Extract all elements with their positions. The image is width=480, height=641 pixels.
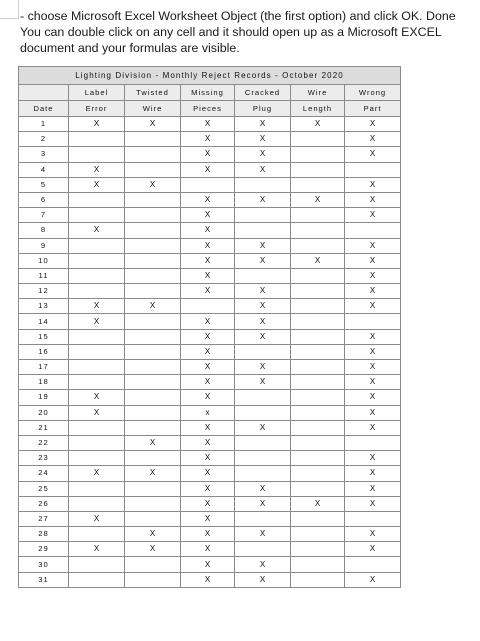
missing-pieces-cell[interactable]: X <box>181 557 235 572</box>
twisted-wire-cell[interactable]: X <box>125 435 181 450</box>
missing-pieces-cell[interactable]: X <box>181 511 235 526</box>
missing-pieces-cell[interactable]: X <box>181 117 235 132</box>
missing-pieces-cell[interactable]: X <box>181 435 235 450</box>
cracked-plug-cell[interactable]: X <box>235 375 291 390</box>
date-cell[interactable]: 8 <box>19 223 69 238</box>
wrong-part-cell[interactable] <box>345 511 401 526</box>
label-error-cell[interactable] <box>69 284 125 299</box>
header-twisted-wire[interactable]: Twisted <box>125 85 181 101</box>
wire-length-cell[interactable] <box>291 435 345 450</box>
header-missing-pieces[interactable]: Missing <box>181 85 235 101</box>
twisted-wire-cell[interactable] <box>125 238 181 253</box>
cracked-plug-cell[interactable]: X <box>235 527 291 542</box>
wire-length-cell[interactable] <box>291 557 345 572</box>
missing-pieces-cell[interactable]: X <box>181 162 235 177</box>
label-error-cell[interactable] <box>69 375 125 390</box>
wrong-part-cell[interactable]: X <box>345 572 401 587</box>
date-cell[interactable]: 14 <box>19 314 69 329</box>
cracked-plug-cell[interactable]: X <box>235 238 291 253</box>
label-error-cell[interactable] <box>69 481 125 496</box>
label-error-cell[interactable]: X <box>69 314 125 329</box>
wire-length-cell[interactable] <box>291 299 345 314</box>
wrong-part-cell[interactable] <box>345 314 401 329</box>
label-error-cell[interactable]: X <box>69 542 125 557</box>
wire-length-cell[interactable] <box>291 360 345 375</box>
wrong-part-cell[interactable]: X <box>345 390 401 405</box>
label-error-cell[interactable]: X <box>69 177 125 192</box>
table-title-row <box>19 67 401 85</box>
header-date[interactable]: Date <box>19 101 69 117</box>
cracked-plug-cell[interactable]: X <box>235 192 291 207</box>
missing-pieces-cell[interactable] <box>181 299 235 314</box>
missing-pieces-cell[interactable]: X <box>181 375 235 390</box>
missing-pieces-cell[interactable]: X <box>181 390 235 405</box>
wire-length-cell[interactable] <box>291 481 345 496</box>
page-corner-mark <box>0 0 19 19</box>
twisted-wire-cell[interactable]: X <box>125 299 181 314</box>
wrong-part-cell[interactable]: X <box>345 208 401 223</box>
table-row <box>19 284 401 299</box>
missing-pieces-cell[interactable] <box>181 177 235 192</box>
missing-pieces-cell[interactable]: X <box>181 208 235 223</box>
twisted-wire-cell[interactable] <box>125 420 181 435</box>
missing-pieces-cell[interactable]: X <box>181 253 235 268</box>
missing-pieces-cell[interactable]: X <box>181 344 235 359</box>
label-error-cell[interactable] <box>69 268 125 283</box>
wrong-part-cell[interactable] <box>345 162 401 177</box>
wrong-part-cell[interactable]: X <box>345 117 401 132</box>
date-cell[interactable]: 21 <box>19 420 69 435</box>
cracked-plug-cell[interactable]: X <box>235 147 291 162</box>
twisted-wire-cell[interactable] <box>125 284 181 299</box>
missing-pieces-cell[interactable]: X <box>181 360 235 375</box>
cracked-plug-cell[interactable] <box>235 405 291 420</box>
twisted-wire-cell[interactable] <box>125 451 181 466</box>
cracked-plug-cell[interactable]: X <box>235 496 291 511</box>
label-error-cell[interactable] <box>69 132 125 147</box>
wire-length-cell[interactable] <box>291 132 345 147</box>
wire-length-cell[interactable] <box>291 162 345 177</box>
label-error-cell[interactable] <box>69 527 125 542</box>
twisted-wire-cell[interactable] <box>125 481 181 496</box>
wire-length-cell[interactable] <box>291 223 345 238</box>
twisted-wire-cell[interactable] <box>125 162 181 177</box>
cracked-plug-cell[interactable] <box>235 268 291 283</box>
missing-pieces-cell[interactable]: X <box>181 451 235 466</box>
table-row <box>19 253 401 268</box>
label-error-cell[interactable] <box>69 208 125 223</box>
wrong-part-cell[interactable]: X <box>345 466 401 481</box>
header-wire-length[interactable]: Wire <box>291 85 345 101</box>
table-row <box>19 511 401 526</box>
label-error-cell[interactable] <box>69 238 125 253</box>
label-error-cell[interactable] <box>69 147 125 162</box>
wrong-part-cell[interactable]: X <box>345 420 401 435</box>
label-error-cell[interactable] <box>69 192 125 207</box>
header-twisted-wire[interactable]: Wire <box>125 101 181 117</box>
wire-length-cell[interactable] <box>291 572 345 587</box>
wire-length-cell[interactable] <box>291 147 345 162</box>
twisted-wire-cell[interactable]: X <box>125 177 181 192</box>
missing-pieces-cell[interactable]: X <box>181 147 235 162</box>
label-error-cell[interactable]: X <box>69 162 125 177</box>
instruction-line-3: document and your formulas are visible. <box>20 41 240 55</box>
cracked-plug-cell[interactable] <box>235 223 291 238</box>
wrong-part-cell[interactable]: X <box>345 527 401 542</box>
label-error-cell[interactable] <box>69 344 125 359</box>
label-error-cell[interactable]: X <box>69 299 125 314</box>
table-row <box>19 344 401 359</box>
wire-length-cell[interactable] <box>291 420 345 435</box>
label-error-cell[interactable] <box>69 435 125 450</box>
cracked-plug-cell[interactable]: X <box>235 481 291 496</box>
instruction-line-2: You can double click on any cell and it should open up as a Microsoft EXCEL <box>20 25 442 39</box>
twisted-wire-cell[interactable] <box>125 314 181 329</box>
missing-pieces-cell[interactable]: X <box>181 481 235 496</box>
twisted-wire-cell[interactable] <box>125 192 181 207</box>
table-row <box>19 435 401 450</box>
wire-length-cell[interactable] <box>291 344 345 359</box>
missing-pieces-cell[interactable]: X <box>181 284 235 299</box>
wire-length-cell[interactable]: X <box>291 192 345 207</box>
twisted-wire-cell[interactable] <box>125 390 181 405</box>
table-row <box>19 314 401 329</box>
header-wrong-part[interactable]: Wrong <box>345 85 401 101</box>
wrong-part-cell[interactable] <box>345 435 401 450</box>
missing-pieces-cell[interactable]: X <box>181 132 235 147</box>
wrong-part-cell[interactable]: X <box>345 496 401 511</box>
label-error-cell[interactable]: X <box>69 390 125 405</box>
twisted-wire-cell[interactable] <box>125 511 181 526</box>
wire-length-cell[interactable] <box>291 466 345 481</box>
cracked-plug-cell[interactable]: X <box>235 132 291 147</box>
table-row <box>19 496 401 511</box>
wire-length-cell[interactable]: X <box>291 253 345 268</box>
cracked-plug-cell[interactable] <box>235 435 291 450</box>
wrong-part-cell[interactable]: X <box>345 299 401 314</box>
table-row <box>19 420 401 435</box>
table-row <box>19 223 401 238</box>
wire-length-cell[interactable] <box>291 542 345 557</box>
table-row <box>19 542 401 557</box>
date-cell[interactable]: 11 <box>19 268 69 283</box>
missing-pieces-cell[interactable]: X <box>181 466 235 481</box>
wrong-part-cell[interactable]: X <box>345 405 401 420</box>
table-row <box>19 572 401 587</box>
cracked-plug-cell[interactable]: X <box>235 299 291 314</box>
date-cell[interactable]: 13 <box>19 299 69 314</box>
wire-length-cell[interactable] <box>291 511 345 526</box>
label-error-cell[interactable] <box>69 557 125 572</box>
wrong-part-cell[interactable]: X <box>345 375 401 390</box>
reject-records-table[interactable] <box>18 66 401 588</box>
cracked-plug-cell[interactable]: X <box>235 284 291 299</box>
date-cell[interactable]: 23 <box>19 451 69 466</box>
wrong-part-cell[interactable]: X <box>345 192 401 207</box>
cracked-plug-cell[interactable] <box>235 390 291 405</box>
wrong-part-cell[interactable] <box>345 223 401 238</box>
header-cracked-plug[interactable]: Cracked <box>235 85 291 101</box>
table-row <box>19 299 401 314</box>
table-row <box>19 375 401 390</box>
wire-length-cell[interactable] <box>291 451 345 466</box>
header-wrong-part[interactable]: Part <box>345 101 401 117</box>
date-cell[interactable]: 18 <box>19 375 69 390</box>
label-error-cell[interactable] <box>69 420 125 435</box>
date-cell[interactable]: 19 <box>19 390 69 405</box>
twisted-wire-cell[interactable] <box>125 329 181 344</box>
twisted-wire-cell[interactable] <box>125 132 181 147</box>
date-cell[interactable]: 27 <box>19 511 69 526</box>
table-row <box>19 390 401 405</box>
table-row <box>19 177 401 192</box>
twisted-wire-cell[interactable]: X <box>125 527 181 542</box>
wire-length-cell[interactable] <box>291 329 345 344</box>
cracked-plug-cell[interactable] <box>235 344 291 359</box>
table-row <box>19 268 401 283</box>
cracked-plug-cell[interactable]: X <box>235 557 291 572</box>
wrong-part-cell[interactable]: X <box>345 132 401 147</box>
header-row-bottom <box>19 101 401 117</box>
cracked-plug-cell[interactable]: X <box>235 117 291 132</box>
date-cell[interactable]: 9 <box>19 238 69 253</box>
wrong-part-cell[interactable]: X <box>345 284 401 299</box>
instruction-line-1: - choose Microsoft Excel Worksheet Object (the first option) and click OK. Done <box>20 9 456 23</box>
twisted-wire-cell[interactable]: X <box>125 466 181 481</box>
twisted-wire-cell[interactable] <box>125 557 181 572</box>
wrong-part-cell[interactable] <box>345 557 401 572</box>
header-label-error[interactable]: Label <box>69 85 125 101</box>
label-error-cell[interactable]: X <box>69 405 125 420</box>
table-title[interactable]: Lighting Division - Monthly Reject Records - October 2020 <box>19 67 401 85</box>
missing-pieces-cell[interactable]: X <box>181 223 235 238</box>
wrong-part-cell[interactable]: X <box>345 451 401 466</box>
wrong-part-cell[interactable]: X <box>345 177 401 192</box>
label-error-cell[interactable]: X <box>69 466 125 481</box>
date-cell[interactable]: 10 <box>19 253 69 268</box>
header-row-top <box>19 85 401 101</box>
wire-length-cell[interactable]: X <box>291 496 345 511</box>
wrong-part-cell[interactable]: X <box>345 481 401 496</box>
table-row <box>19 208 401 223</box>
wire-length-cell[interactable] <box>291 284 345 299</box>
wrong-part-cell[interactable]: X <box>345 238 401 253</box>
missing-pieces-cell[interactable]: X <box>181 238 235 253</box>
label-error-cell[interactable] <box>69 360 125 375</box>
wire-length-cell[interactable] <box>291 375 345 390</box>
cracked-plug-cell[interactable]: X <box>235 572 291 587</box>
cracked-plug-cell[interactable]: X <box>235 329 291 344</box>
cracked-plug-cell[interactable] <box>235 451 291 466</box>
twisted-wire-cell[interactable] <box>125 405 181 420</box>
table-row <box>19 360 401 375</box>
wrong-part-cell[interactable]: X <box>345 360 401 375</box>
label-error-cell[interactable] <box>69 329 125 344</box>
date-cell[interactable]: 30 <box>19 557 69 572</box>
twisted-wire-cell[interactable] <box>125 496 181 511</box>
missing-pieces-cell[interactable]: X <box>181 542 235 557</box>
date-cell[interactable]: 24 <box>19 466 69 481</box>
date-cell[interactable]: 26 <box>19 496 69 511</box>
cracked-plug-cell[interactable]: X <box>235 162 291 177</box>
wrong-part-cell[interactable]: X <box>345 344 401 359</box>
twisted-wire-cell[interactable] <box>125 223 181 238</box>
wire-length-cell[interactable] <box>291 208 345 223</box>
cracked-plug-cell[interactable] <box>235 208 291 223</box>
table-row <box>19 117 401 132</box>
header-missing-pieces[interactable]: Pieces <box>181 101 235 117</box>
label-error-cell[interactable] <box>69 496 125 511</box>
date-cell[interactable]: 28 <box>19 527 69 542</box>
wire-length-cell[interactable] <box>291 390 345 405</box>
missing-pieces-cell[interactable]: X <box>181 268 235 283</box>
twisted-wire-cell[interactable] <box>125 253 181 268</box>
wrong-part-cell[interactable]: X <box>345 147 401 162</box>
table-row <box>19 329 401 344</box>
missing-pieces-cell[interactable]: X <box>181 192 235 207</box>
twisted-wire-cell[interactable] <box>125 344 181 359</box>
date-cell[interactable]: 6 <box>19 192 69 207</box>
cracked-plug-cell[interactable]: X <box>235 360 291 375</box>
date-cell[interactable]: 16 <box>19 344 69 359</box>
wire-length-cell[interactable] <box>291 238 345 253</box>
date-cell[interactable]: 12 <box>19 284 69 299</box>
twisted-wire-cell[interactable] <box>125 147 181 162</box>
wrong-part-cell[interactable]: X <box>345 329 401 344</box>
date-cell[interactable]: 3 <box>19 147 69 162</box>
wrong-part-cell[interactable]: X <box>345 268 401 283</box>
table-row <box>19 481 401 496</box>
wire-length-cell[interactable] <box>291 527 345 542</box>
label-error-cell[interactable] <box>69 451 125 466</box>
date-cell[interactable]: 1 <box>19 117 69 132</box>
missing-pieces-cell[interactable]: X <box>181 527 235 542</box>
date-cell[interactable]: 29 <box>19 542 69 557</box>
table-row <box>19 451 401 466</box>
missing-pieces-cell[interactable]: X <box>181 314 235 329</box>
cracked-plug-cell[interactable] <box>235 466 291 481</box>
wire-length-cell[interactable]: X <box>291 117 345 132</box>
missing-pieces-cell[interactable]: x <box>181 405 235 420</box>
cracked-plug-cell[interactable] <box>235 511 291 526</box>
table-row <box>19 132 401 147</box>
date-cell[interactable]: 25 <box>19 481 69 496</box>
wire-length-cell[interactable] <box>291 405 345 420</box>
header-date[interactable] <box>19 85 69 101</box>
date-cell[interactable]: 31 <box>19 572 69 587</box>
table-row <box>19 238 401 253</box>
table-row <box>19 466 401 481</box>
missing-pieces-cell[interactable]: X <box>181 329 235 344</box>
label-error-cell[interactable]: X <box>69 117 125 132</box>
date-cell[interactable]: 22 <box>19 435 69 450</box>
label-error-cell[interactable]: X <box>69 511 125 526</box>
cracked-plug-cell[interactable]: X <box>235 314 291 329</box>
label-error-cell[interactable] <box>69 572 125 587</box>
table-row <box>19 557 401 572</box>
date-cell[interactable]: 5 <box>19 177 69 192</box>
table-row <box>19 527 401 542</box>
twisted-wire-cell[interactable]: X <box>125 542 181 557</box>
date-cell[interactable]: 7 <box>19 208 69 223</box>
twisted-wire-cell[interactable] <box>125 268 181 283</box>
cracked-plug-cell[interactable] <box>235 177 291 192</box>
date-cell[interactable]: 2 <box>19 132 69 147</box>
label-error-cell[interactable] <box>69 253 125 268</box>
twisted-wire-cell[interactable]: X <box>125 117 181 132</box>
label-error-cell[interactable]: X <box>69 223 125 238</box>
wrong-part-cell[interactable]: X <box>345 253 401 268</box>
table-row <box>19 192 401 207</box>
date-cell[interactable]: 4 <box>19 162 69 177</box>
wire-length-cell[interactable] <box>291 177 345 192</box>
instruction-text <box>20 8 475 56</box>
twisted-wire-cell[interactable] <box>125 360 181 375</box>
missing-pieces-cell[interactable]: X <box>181 572 235 587</box>
wire-length-cell[interactable] <box>291 268 345 283</box>
date-cell[interactable]: 17 <box>19 360 69 375</box>
date-cell[interactable]: 15 <box>19 329 69 344</box>
table-row <box>19 147 401 162</box>
date-cell[interactable]: 20 <box>19 405 69 420</box>
header-label-error[interactable]: Error <box>69 101 125 117</box>
cracked-plug-cell[interactable]: X <box>235 253 291 268</box>
header-wire-length[interactable]: Length <box>291 101 345 117</box>
table-row <box>19 162 401 177</box>
missing-pieces-cell[interactable]: X <box>181 420 235 435</box>
missing-pieces-cell[interactable]: X <box>181 496 235 511</box>
wrong-part-cell[interactable]: X <box>345 542 401 557</box>
cracked-plug-cell[interactable] <box>235 542 291 557</box>
twisted-wire-cell[interactable] <box>125 572 181 587</box>
header-cracked-plug[interactable]: Plug <box>235 101 291 117</box>
wire-length-cell[interactable] <box>291 314 345 329</box>
twisted-wire-cell[interactable] <box>125 375 181 390</box>
cracked-plug-cell[interactable]: X <box>235 420 291 435</box>
table-row <box>19 405 401 420</box>
twisted-wire-cell[interactable] <box>125 208 181 223</box>
